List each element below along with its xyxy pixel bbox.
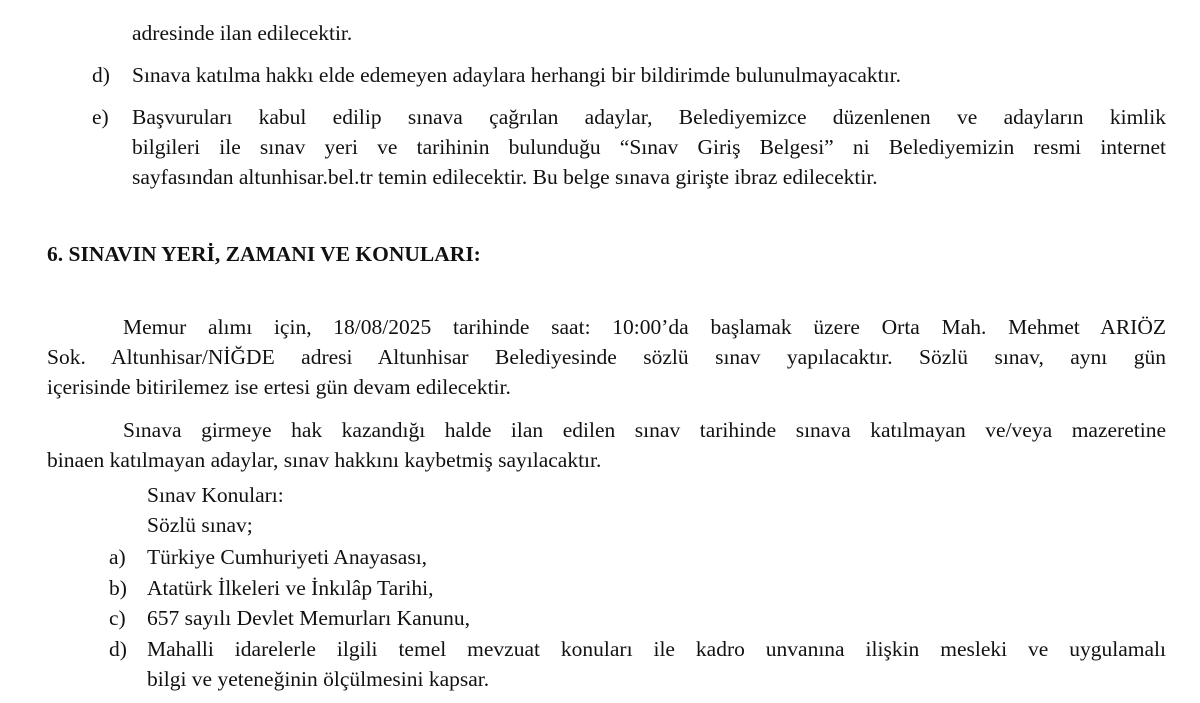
paragraph1-line-3: içerisinde bitirilemez ise ertesi gün devam edilecektir. — [47, 375, 511, 399]
list-item-e-line-3: sayfasından altunhisar.bel.tr temin edilecektir. Bu belge sınava girişte ibraz edilecektir. — [132, 165, 878, 189]
paragraph1-line-1: Memur alımı için, 18/08/2025 tarihinde saat: 10:00’da başlamak üzere Orta Mah. Mehmet ARIÖZ — [123, 315, 1166, 339]
list-marker-d: d) — [92, 63, 110, 87]
list-marker-e: e) — [92, 105, 109, 129]
topic-marker-a: a) — [109, 545, 126, 569]
oral-exam-label: Sözlü sınav; — [147, 513, 253, 537]
topic-marker-c: c) — [109, 606, 126, 630]
topics-label: Sınav Konuları: — [147, 483, 284, 507]
paragraph2-line-1: Sınava girmeye hak kazandığı halde ilan edilen sınav tarihinde sınava katılmayan ve/veya mazeretine — [123, 418, 1166, 442]
list-item-d-line-1: Sınava katılma hakkı elde edemeyen adaylara herhangi bir bildirimde bulunulmayacaktır. — [132, 63, 901, 87]
paragraph1-line-2: Sok. Altunhisar/NİĞDE adresi Altunhisar Belediyesinde sözlü sınav yapılacaktır. Sözlü sınav, aynı gün — [47, 345, 1166, 369]
list-item-e-line-1: Başvuruları kabul edilip sınava çağrılan adaylar, Belediyemizce düzenlenen ve adayların kimlik — [132, 105, 1166, 129]
topic-marker-d: d) — [109, 637, 127, 661]
topic-d-line-2: bilgi ve yeteneğinin ölçülmesini kapsar. — [147, 667, 490, 691]
paragraph2-line-2: binaen katılmayan adaylar, sınav hakkını kaybetmiş sayılacaktır. — [47, 448, 602, 472]
topic-b: Atatürk İlkeleri ve İnkılâp Tarihi, — [147, 576, 434, 600]
topic-c: 657 sayılı Devlet Memurları Kanunu, — [147, 606, 471, 630]
continuation-line: adresinde ilan edilecektir. — [132, 21, 353, 45]
topic-d-line-1: Mahalli idarelerle ilgili temel mevzuat konuları ile kadro unvanına ilişkin mesleki ve uygulamalı — [147, 637, 1166, 661]
topic-a: Türkiye Cumhuriyeti Anayasası, — [147, 545, 428, 569]
list-item-e-line-2: bilgileri ile sınav yeri ve tarihinin bulunduğu “Sınav Giriş Belgesi” ni Belediyemizin resmi internet — [132, 135, 1166, 159]
topic-marker-b: b) — [109, 576, 127, 600]
section-heading: 6. SINAVIN YERİ, ZAMANI VE KONULARI: — [47, 242, 481, 266]
